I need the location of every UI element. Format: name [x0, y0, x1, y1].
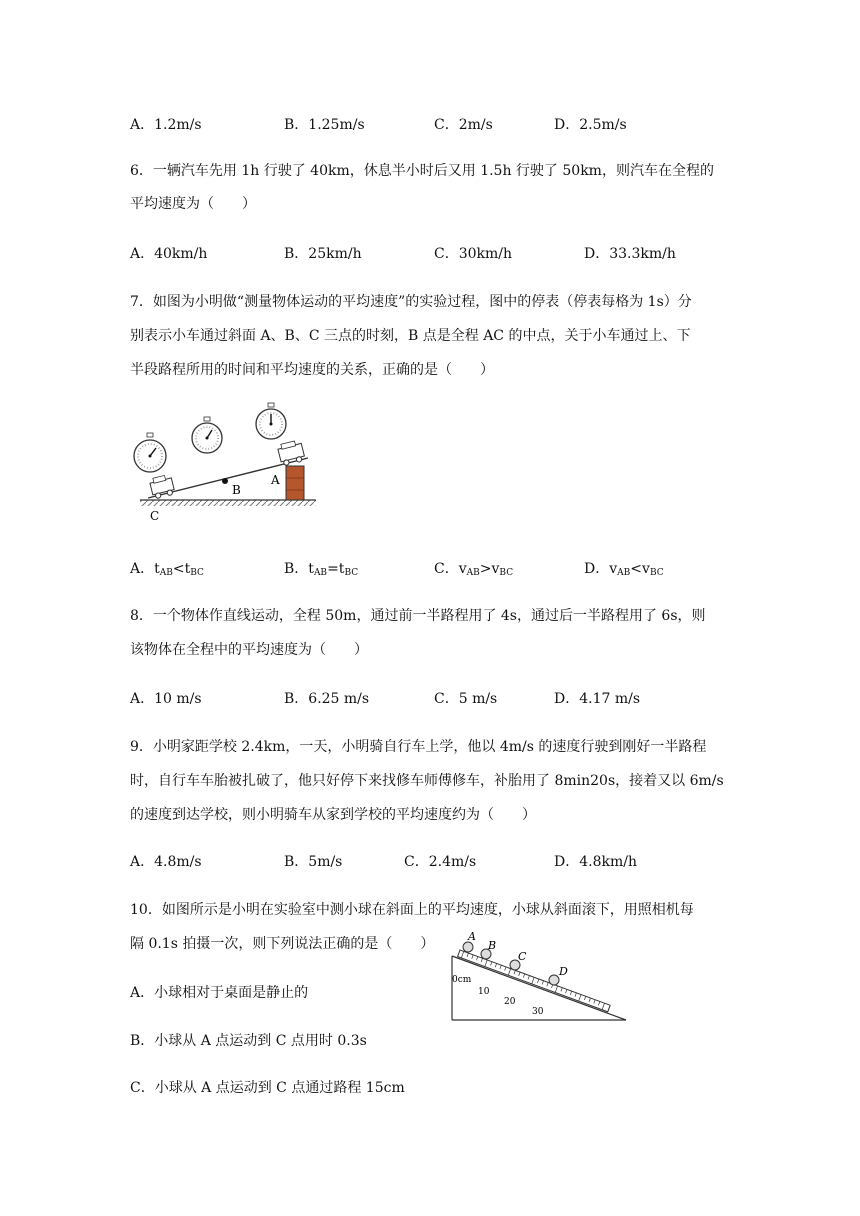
q8-option-a: A．10 m/s	[130, 691, 202, 707]
tick-30: 30	[532, 1007, 544, 1017]
q10-option-c: C．小球从 A 点运动到 C 点通过路程 15cm	[130, 1080, 405, 1096]
q9-text-line-1: 9．小明家距学校 2.4km，一天，小明骑自行车上学，他以 4m/s 的速度行驶到刚好一半路程	[130, 739, 707, 755]
label-a: A	[271, 473, 280, 487]
cart-at-c	[149, 474, 175, 499]
incline-block	[286, 466, 304, 500]
point-b-dot	[222, 478, 228, 484]
q5-option-b: B．1.25m/s	[284, 117, 365, 133]
q9-option-d: D．4.8km/h	[554, 854, 637, 870]
q9-text-line-3: 的速度到达学校，则小明骑车从家到学校的平均速度约为（ ）	[130, 807, 536, 823]
q8-option-d: D．4.17 m/s	[554, 691, 641, 707]
q9-text-line-2: 时，自行车车胎被扎破了，他只好停下来找修车师傅修车，补胎用了 8min20s，接着又以 6m/s	[130, 773, 724, 789]
q9-option-b: B．5m/s	[284, 854, 343, 870]
q7-text-line-3: 半段路程所用的时间和平均速度的关系，正确的是（ ）	[130, 362, 494, 378]
q8-text-line-1: 8．一个物体作直线运动，全程 50m，通过前一半路程用了 4s，通过后一半路程用了 6s，则	[130, 608, 706, 624]
tick-20: 20	[504, 997, 516, 1007]
ball-d	[549, 975, 559, 985]
q10-text-line-1: 10．如图所示是小明在实验室中测小球在斜面上的平均速度，小球从斜面滚下，用照相机每	[130, 902, 694, 918]
q9-option-c: C．2.4m/s	[404, 854, 477, 870]
label-b: B	[488, 939, 497, 952]
q8-text-line-2: 该物体在全程中的平均速度为（ ）	[130, 642, 368, 658]
q5-option-d: D．2.5m/s	[554, 117, 627, 133]
label-b: B	[232, 483, 241, 497]
q10-option-b: B．小球从 A 点运动到 C 点用时 0.3s	[130, 1033, 367, 1049]
q8-options	[130, 688, 770, 708]
label-c: C	[150, 509, 160, 523]
q7-option-c: C．$v_{AB}>v_{BC}$	[434, 561, 514, 578]
q6-option-d: D．33.3km/h	[584, 246, 676, 262]
q10-option-a: A．小球相对于桌面是静止的	[130, 985, 309, 1001]
ball-a	[463, 942, 473, 952]
q10-text-line-2: 隔 0.1s 拍摄一次，则下列说法正确的是（ ）	[130, 936, 435, 952]
q7-text-line-1: 7．如图为小明做“测量物体运动的平均速度”的实验过程，图中的停表（停表每格为 1s）分	[130, 294, 692, 310]
q9-options	[130, 851, 770, 871]
stopwatch-c-icon	[134, 433, 166, 472]
tick-0: 0cm	[452, 975, 472, 985]
ground-hatch	[140, 500, 316, 506]
q7-options	[130, 558, 770, 578]
q6-option-c: C．30km/h	[434, 246, 513, 262]
q7-option-b: B．$t_{AB}=t_{BC}$	[284, 561, 359, 578]
q7-option-d: D．$v_{AB}<v_{BC}$	[584, 561, 664, 578]
q6-text-line-2: 平均速度为（ ）	[130, 196, 256, 212]
stopwatch-b-icon	[192, 417, 222, 453]
q6-options	[130, 243, 770, 263]
q5-option-c: C．2m/s	[434, 117, 493, 133]
label-c: C	[518, 950, 527, 963]
stopwatch-a-icon	[256, 403, 286, 439]
q5-options	[130, 114, 770, 134]
label-a: A	[468, 930, 476, 943]
q7-incline-figure	[128, 400, 320, 526]
q6-text-line-1: 6．一辆汽车先用 1h 行驶了 40km，休息半小时后又用 1.5h 行驶了 50km，则汽车在全程的	[130, 163, 714, 179]
label-d: D	[559, 965, 568, 978]
q5-option-a: A．1.2m/s	[130, 117, 202, 133]
q8-option-b: B．6.25 m/s	[284, 691, 370, 707]
q6-option-a: A．40km/h	[130, 246, 208, 262]
q6-option-b: B．25km/h	[284, 246, 362, 262]
q8-option-c: C．5 m/s	[434, 691, 498, 707]
q7-text-line-2: 别表示小车通过斜面 A、B、C 三点的时刻，B 点是全程 AC 的中点，关于小车通过上、下	[130, 328, 691, 344]
q9-option-a: A．4.8m/s	[130, 854, 202, 870]
ramp-ruler	[458, 950, 611, 1012]
tick-10: 10	[478, 987, 490, 997]
q7-option-a: A．$t_{AB}<t_{BC}$	[130, 561, 204, 578]
q10-ramp-figure	[440, 928, 632, 1028]
